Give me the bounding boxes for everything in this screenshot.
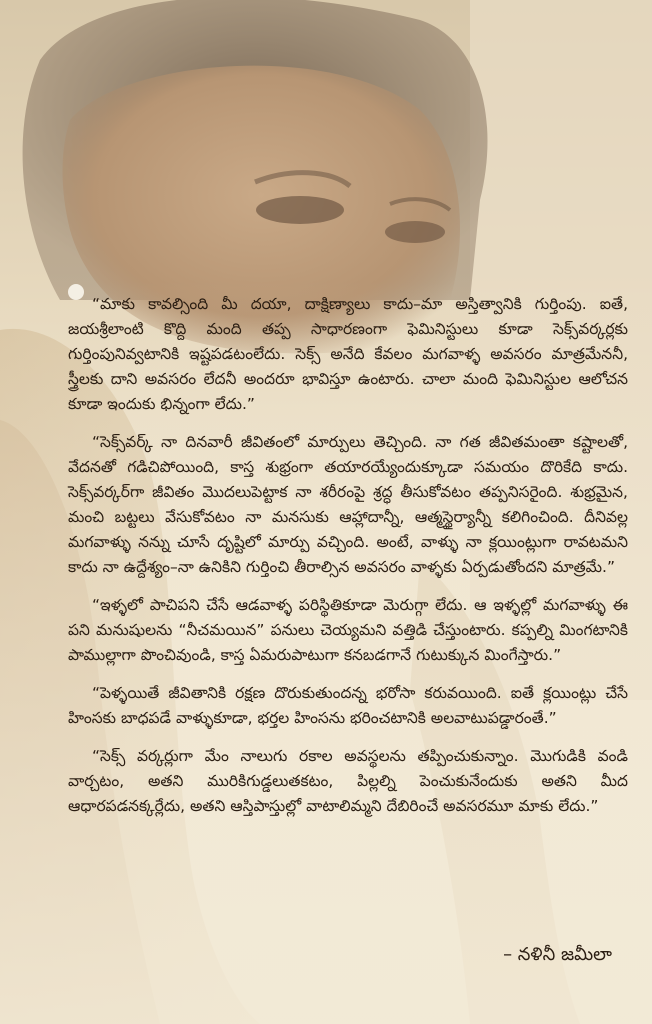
quote-paragraph-5: “సెక్స్ వర్కర్లుగా మేం నాలుగు రకాల అవస్థలను తప్పించుకున్నాం. మొగుడికి వండి వార్చటం, అతని మురికిగుడ్డలుతకటం, పిల్లల్ని పెంచుకునేందుకు అతని మీద ఆధారపడనక్కర్లేదు, అతని ఆస్తిపాస్తుల్లో వాటాలిమ్మని దేబిరించే అవసరమూ మాకు లేదు.” [68, 747, 628, 815]
quote-text-block [68, 292, 628, 832]
quote-paragraph-1: “మాకు కావల్సింది మీ దయా, దాక్షిణ్యాలు కాదు–మా అస్తిత్వానికి గుర్తింపు. ఐతే, జయశ్రీలాంటి కొద్ది మంది తప్ప సాధారణంగా ఫెమినిస్టులు కూడా సెక్స్‌వర్కర్లకు గుర్తింపునివ్వటానికి ఇష్టపడటంలేదు. సెక్స్ అనేది కేవలం మగవాళ్ళ అవసరం మాత్రమేననీ, స్త్రీలకు దాని అవసరం లేదనీ అందరూ భావిస్తూ ఉంటారు. చాలా మంది ఫెమినిస్టుల ఆలోచన కూడా ఇందుకు భిన్నంగా లేదు.” [68, 295, 628, 413]
quote-paragraph-2: “సెక్స్‌వర్క్ నా దినవారీ జీవితంలో మార్పులు తెచ్చింది. నా గత జీవితమంతా కష్టాలతో, వేదనతో గడిచిపోయింది, కాస్త శుభ్రంగా తయారయ్యేందుక్కూడా సమయం దొరికేది కాదు. సెక్స్‌వర్కర్‌గా జీవితం మొదలుపెట్టాక నా శరీరంపై శ్రద్ధ తీసుకోవటం తప్పనిసరైంది. శుభ్రమైన, మంచి బట్టలు వేసుకోవటం నా మనసుకు ఆహ్లాదాన్నీ, ఆత్మస్థైర్యాన్నీ కలిగించింది. దీనివల్ల మగవాళ్ళు నన్ను చూసే దృష్టిలో మార్పు వచ్చింది. అంటే, వాళ్ళు నా క్లయింట్లుగా రావటమని కాదు నా ఉద్దేశ్యం–నా ఉనికిని గుర్తించి తీరాల్సిన అవసరం వాళ్ళకు ఏర్పడుతోందని మాత్రమే.” [68, 433, 628, 576]
author-signature: – నళినీ జమీలా [503, 944, 612, 965]
quote-paragraph-4: “పెళ్ళయితే జీవితానికి రక్షణ దొరుకుతుందన్న భరోసా కరువయింది. ఐతే క్లయింట్లు చేసే హింసకు బాధపడే వాళ్ళుకూడా, భర్తల హింసను భరించటానికి అలవాటుపడ్డారంతే.” [68, 684, 628, 727]
quote-paragraph-3: “ఇళ్ళలో పాచిపని చేసే ఆడవాళ్ళ పరిస్థితికూడా మెరుగ్గా లేదు. ఆ ఇళ్ళల్లో మగవాళ్ళు ఈ పని మనుషులను “నీచమయిన” పనులు చెయ్యమని వత్తిడి చేస్తుంటారు. కప్పల్ని మింగటానికి పాముల్లాగా పొంచివుండి, కాస్త ఏమరుపాటుగా కనబడగానే గుటుక్కున మింగేస్తారు.” [68, 596, 628, 664]
